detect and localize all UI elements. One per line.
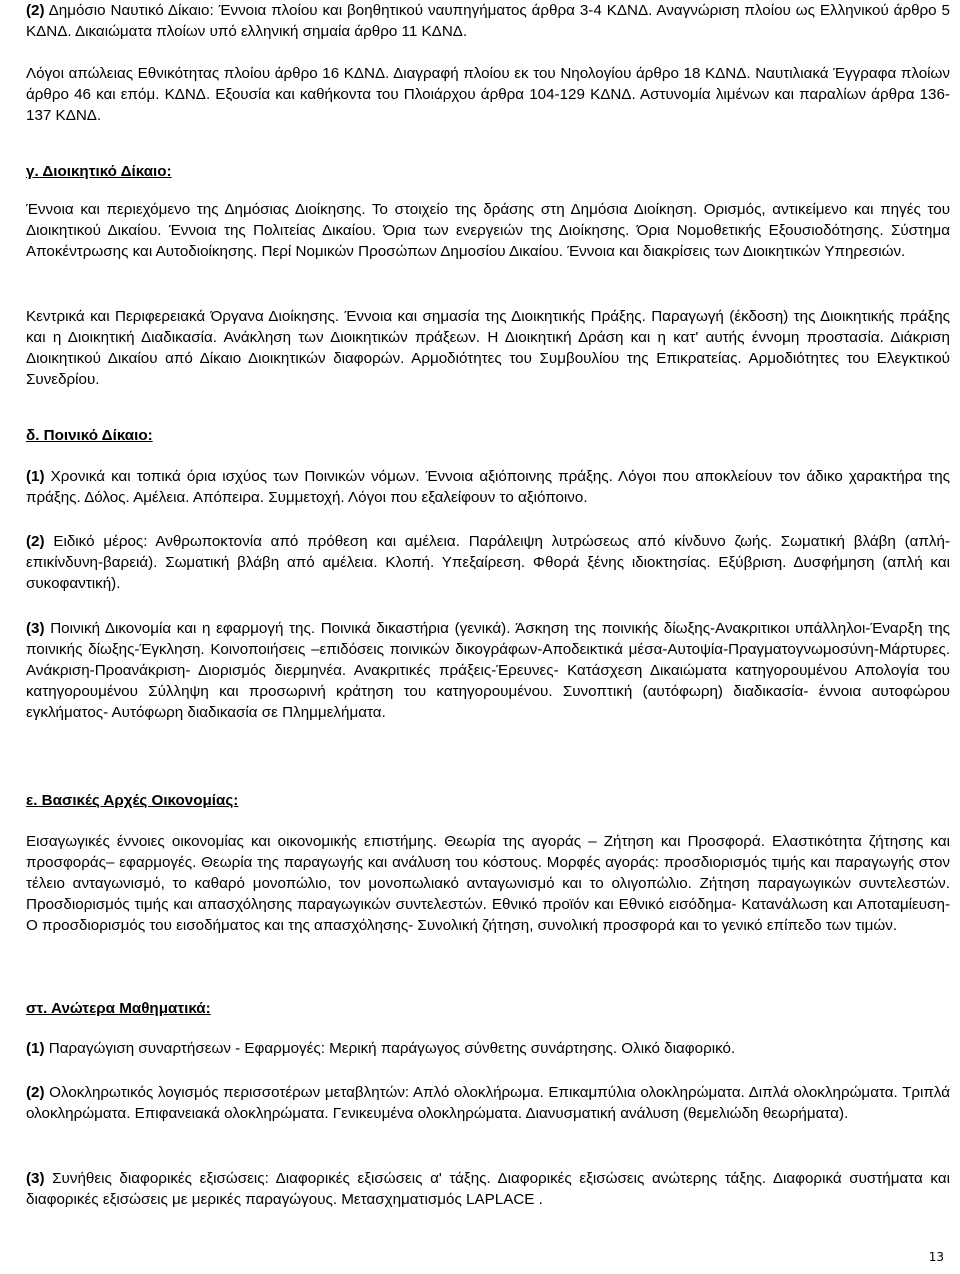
criminal-law-paragraph-2	[26, 531, 950, 594]
paragraph-text: Ειδικό μέρος: Ανθρωποκτονία από πρόθεση και αμέλεια. Παράλειψη λυτρώσεως από κίνδυνο ζωής. Σωματική βλάβη (απλή-επικίνδυνη-βαρειά). Σωματική βλάβη από αμέλεια. Κλοπή. Υπεξαίρεση. Φθορά ξένης ιδιοκτησίας. Εξύβριση. Δυσφήμηση (απλή και συκοφαντική).	[26, 533, 950, 592]
math-paragraph-2	[26, 1082, 950, 1124]
paragraph-text: Χρονικά και τοπικά όρια ισχύος των Ποινικών νόμων. Έννοια αξιόποινης πράξης. Λόγοι που αποκλείουν τον άδικο χαρακτήρα της πράξης. Δόλος. Αμέλεια. Απόπειρα. Συμμετοχή. Λόγοι που εξαλείφουν το αξιόποινο.	[26, 468, 950, 506]
math-paragraph-1	[26, 1038, 950, 1059]
paragraph-text: Εισαγωγικές έννοιες οικονομίας και οικονομικής επιστήμης. Θεωρία της αγοράς – Ζήτηση και Προσφορά. Ελαστικότητα ζήτησης και προσφοράς– εφαρμογές. Θεωρία της παραγωγής και ανάλυση του κόστους. Μορφές αγοράς: προσδιορισμός τιμής και παραγωγής στον τέλειο ανταγωνισμό, το καθαρό μονοπώλιο, τον μονοπωλιακό ανταγωνισμό και το ολιγοπώλιο. Ζήτηση παραγωγικών συντελεστών. Προσδιορισμός τιμής και απασχόλησης παραγωγικών συντελεστών. Εθνικό προϊόν και Εθνικό εισόδημα- Κατανάλωση και Αποταμίευση- Ο προσδιορισμός του εισοδήματος και της απασχόλησης- Συνολική ζήτηση, συνολική προσφορά και το γενικό επίπεδο των τιμών.	[26, 833, 950, 934]
paragraph-text: Ποινική Δικονομία και η εφαρμογή της. Ποινικά δικαστήρια (γενικά). Άσκηση της ποινικής δίωξης-Ανακριτικοι υπάλληλοι-Έναρξη της ποινικής δίωξης-Έγκληση. Κοινοποιήσεις –επιδόσεις ποινικών δικογράφων-Αποδεικτικά μέσα-Αυτοψία-Πραγματογνωμοσύνη-Μάρτυρες. Ανάκριση-Προανάκριση- Διορισμός διερμηνέα. Ανακριτικές πράξεις-Έρευνες- Κατάσχεση Δικαιώματα κατηγορουμένου Απολογία του κατηγορουμένου Σύλληψη και προσωρινή κράτηση του κατηγορουμένου. Συνοπτική (αυτόφωρη) διαδικασία- έννοια αυτοφώρου εγκλήματος- Αυτόφωρη διαδικασία σε Πλημμελήματα.	[26, 620, 950, 721]
page-number: 13	[928, 1250, 944, 1264]
item-number: (1)	[26, 1040, 45, 1057]
economics-paragraph-1	[26, 831, 950, 936]
admin-law-paragraph-1	[26, 199, 950, 262]
admin-law-heading: γ. Διοικητικό Δίκαιο:	[26, 163, 172, 180]
criminal-law-paragraph-1	[26, 466, 950, 508]
paragraph-text: Λόγοι απώλειας Εθνικότητας πλοίου άρθρο 16 ΚΔΝΔ. Διαγραφή πλοίου εκ του Νηολογίου άρθρο 18 ΚΔΝΔ. Ναυτιλιακά Έγγραφα πλοίων άρθρο 46 και επόμ. ΚΔΝΔ. Εξουσία και καθήκοντα του Πλοιάρχου άρθρα 104-129 ΚΔΝΔ. Αστυνομία λιμένων και παραλίων άρθρα 136-137 ΚΔΝΔ.	[26, 65, 950, 124]
nautical-law-paragraph-2	[26, 63, 950, 126]
item-number: (1)	[26, 468, 45, 485]
item-number: (2)	[26, 533, 45, 550]
item-number: (3)	[26, 620, 45, 637]
item-number: (2)	[26, 2, 45, 19]
paragraph-text: Συνήθεις διαφορικές εξισώσεις: Διαφορικές εξισώσεις α' τάξης. Διαφορικές εξισώσεις ανώτερης τάξης. Διαφορικά συστήματα και διαφορικές εξισώσεις με μερικές παραγώγους. Μετασχηματισμός LAPLACE .	[26, 1170, 950, 1208]
item-number: (2)	[26, 1084, 45, 1101]
paragraph-text: Έννοια και περιεχόμενο της Δημόσιας Διοίκησης. Το στοιχείο της δράσης στη Δημόσια Διοίκηση. Ορισμός, αντικείμενο και πηγές του Διοικητικού Δικαίου. Έννοια της Πολιτείας Δικαίου. Όρια των ενεργειών της Διοίκησης. Όρια Νομοθετικής Εξουσιοδότησης. Σύστημα Αποκέντρωσης και Αυτοδιοίκησης. Περί Νομικών Προσώπων Δημοσίου Δικαίου. Έννοια και διακρίσεις των Διοικητικών Υπηρεσιών.	[26, 201, 950, 260]
criminal-law-heading: δ. Ποινικό Δίκαιο:	[26, 427, 153, 444]
paragraph-text: Ολοκληρωτικός λογισμός περισσοτέρων μεταβλητών: Απλό ολοκλήρωμα. Επικαμπύλια ολοκληρώματα. Διπλά ολοκληρώματα. Τριπλά ολοκληρώματα. Επιφανειακά ολοκληρώματα. Γενικευμένα ολοκληρώματα. Διανυσματική ανάλυση (θεμελιώδη θεωρήματα).	[26, 1084, 950, 1122]
item-number: (3)	[26, 1170, 45, 1187]
criminal-law-paragraph-3	[26, 618, 950, 723]
admin-law-paragraph-2	[26, 306, 950, 390]
math-paragraph-3	[26, 1168, 950, 1210]
paragraph-text: Παραγώγιση συναρτήσεων - Εφαρμογές: Μερική παράγωγος σύνθετης συνάρτησης. Ολικό διαφορικό.	[44, 1040, 736, 1057]
paragraph-text: Δημόσιο Ναυτικό Δίκαιο: Έννοια πλοίου και βοηθητικού ναυπηγήματος άρθρα 3-4 ΚΔΝΔ. Αναγνώριση πλοίου ως Ελληνικού άρθρο 5 ΚΔΝΔ. Δικαιώματα πλοίων υπό ελληνική σημαία άρθρο 11 ΚΔΝΔ.	[26, 2, 950, 40]
economics-heading: ε. Βασικές Αρχές Οικονομίας:	[26, 792, 239, 809]
math-heading: στ. Ανώτερα Μαθηματικά:	[26, 1000, 211, 1017]
paragraph-text: Κεντρικά και Περιφερειακά Όργανα Διοίκησης. Έννοια και σημασία της Διοικητικής Πράξης. Παραγωγή (έκδοση) της Διοικητικής πράξης και η Διοικητική Διαδικασία. Ανάκληση των Διοικητικών πράξεων. Η Διοικητική Δράση και η κατ' αυτής έννομη προστασία. Διάκριση Διοικητικού Δικαίου από Δίκαιο Διοικητικών διαφορών. Αρμοδιότητες του Συμβουλίου της Επικρατείας. Αρμοδιότητες του Ελεγκτικού Συνεδρίου.	[26, 308, 950, 388]
nautical-law-paragraph-1	[26, 0, 950, 42]
